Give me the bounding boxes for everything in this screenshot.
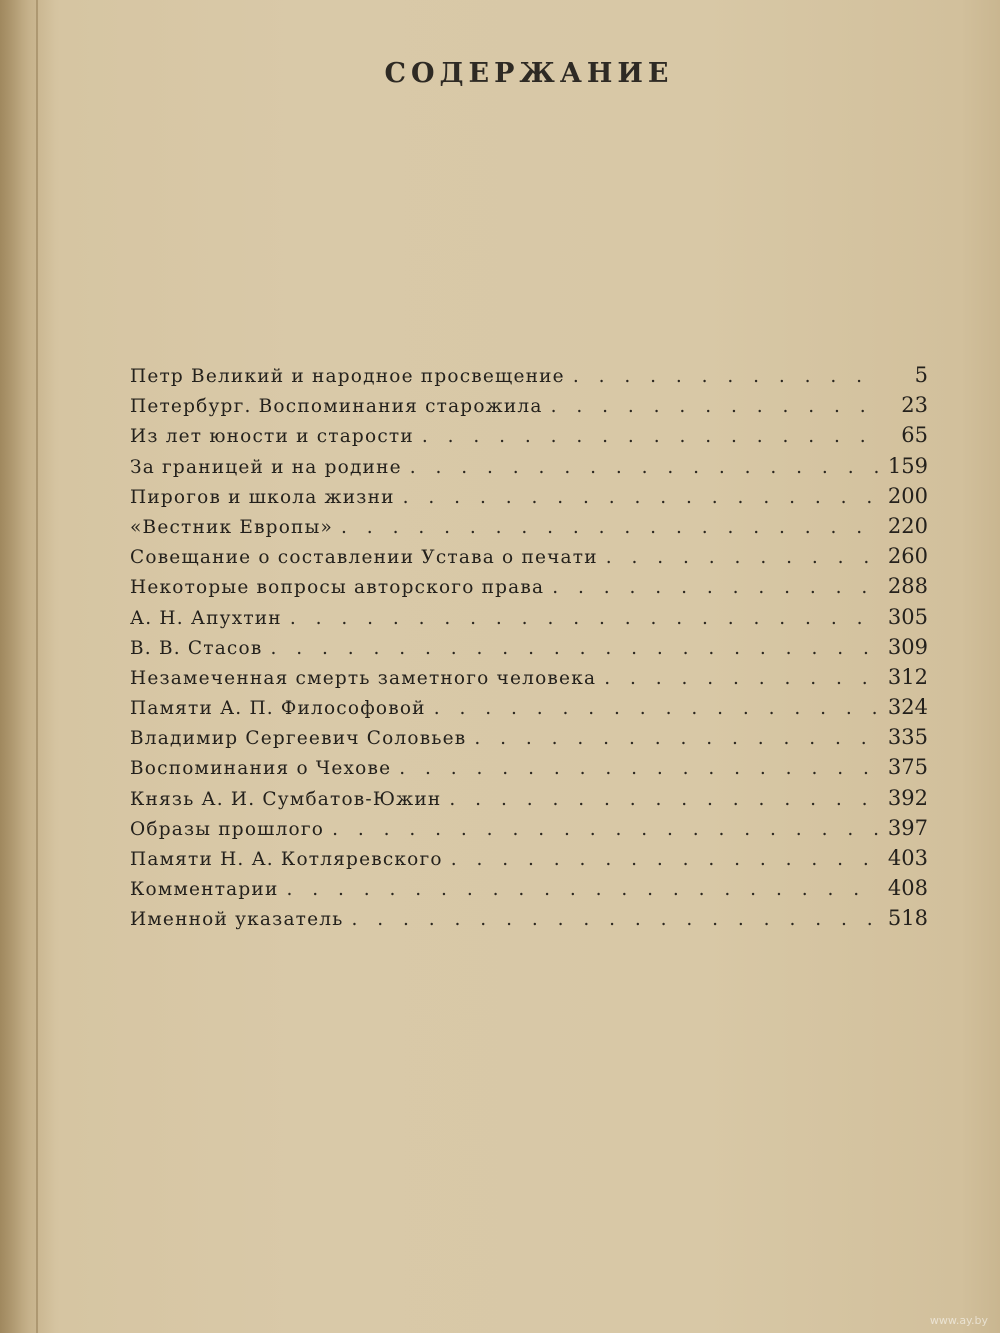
watermark: www.ay.by — [929, 1314, 988, 1327]
dot-leader — [451, 845, 880, 875]
toc-entry-title: Именной указатель — [130, 909, 344, 931]
toc-entry-title: Совещание о составлении Устава о печати — [130, 547, 598, 569]
dot-leader — [573, 362, 880, 392]
toc-entry — [130, 813, 928, 843]
toc-entry-title: В. В. Стасов — [130, 637, 263, 659]
toc-entry — [130, 843, 928, 873]
toc-entry — [130, 451, 928, 481]
toc-entry — [130, 541, 928, 571]
dot-leader — [399, 754, 880, 784]
toc-entry-title: Памяти Н. А. Котляревского — [130, 849, 443, 870]
toc-entry-page: 335 — [887, 725, 928, 750]
toc-entry-page: 375 — [887, 755, 928, 780]
toc-entry — [130, 632, 928, 662]
toc-entry — [130, 511, 928, 541]
dot-leader — [286, 875, 879, 905]
toc-entry-title: Пирогов и школа жизни — [130, 486, 395, 508]
toc-entry-page: 260 — [887, 544, 928, 569]
toc-entry-page: 200 — [887, 483, 928, 508]
toc-entry-page: 309 — [887, 634, 928, 659]
toc-entry-title: А. Н. Апухтин — [130, 607, 282, 629]
dot-leader — [551, 392, 880, 422]
toc-entry-page: 324 — [887, 695, 928, 720]
toc-entry-title: Князь А. И. Сумбатов-Южин — [130, 788, 442, 810]
dot-leader — [341, 513, 880, 543]
dot-leader — [449, 785, 879, 815]
toc-entry — [130, 481, 928, 511]
toc-entry — [130, 360, 928, 390]
dot-leader — [332, 815, 880, 845]
toc-entry-title: За границей и на родине — [130, 456, 402, 478]
dot-leader — [552, 573, 880, 603]
toc-entry-title: Владимир Сергеевич Соловьев — [130, 728, 467, 750]
toc-entry-page: 392 — [887, 785, 928, 810]
toc-entry-page: 65 — [901, 423, 928, 448]
dot-leader — [422, 422, 880, 452]
toc-entry — [130, 722, 928, 752]
toc-entry-page: 5 — [914, 363, 928, 387]
dot-leader — [352, 905, 880, 935]
toc-entry-title: Петр Великий и народное просвещение — [130, 366, 565, 387]
toc-entry — [130, 602, 928, 632]
toc-entry-page: 23 — [901, 393, 928, 418]
toc-entry-page: 288 — [887, 574, 928, 599]
dot-leader — [410, 453, 880, 483]
dot-leader — [270, 634, 879, 664]
toc-entry-title: Незамеченная смерть заметного человека — [130, 667, 597, 689]
dot-leader — [403, 483, 880, 513]
toc-entry — [130, 752, 928, 782]
toc-entry — [130, 873, 928, 903]
page-title: СОДЕРЖАНИЕ — [384, 58, 674, 89]
toc-entry-title: Памяти А. П. Философовой — [130, 698, 426, 720]
dot-leader — [606, 543, 880, 573]
toc-entry-page: 397 — [887, 815, 928, 840]
toc-entry-page: 408 — [887, 876, 928, 901]
toc-entry-title: Образы прошлого — [130, 818, 325, 840]
toc-entry — [130, 571, 928, 601]
toc-entry-title: Из лет юности и старости — [130, 426, 414, 448]
dot-leader — [290, 604, 880, 634]
dot-leader — [604, 664, 880, 694]
toc-entry-page: 518 — [887, 906, 928, 931]
dot-leader — [474, 724, 880, 754]
toc-entry-title: «Вестник Европы» — [130, 516, 334, 538]
toc-entry — [130, 692, 928, 722]
page-gutter — [36, 0, 38, 1333]
toc-entry-page: 312 — [887, 664, 928, 689]
toc-entry-page: 159 — [887, 453, 928, 478]
toc-entry — [130, 420, 928, 450]
dot-leader — [434, 694, 880, 724]
toc-entry-page: 220 — [887, 513, 928, 538]
toc-entry — [130, 903, 928, 933]
toc-entry — [130, 390, 928, 420]
table-of-contents — [130, 360, 928, 934]
toc-entry-title: Некоторые вопросы авторского права — [130, 577, 545, 599]
toc-entry-page: 305 — [887, 604, 928, 629]
toc-entry-title: Воспоминания о Чехове — [130, 758, 392, 780]
toc-entry — [130, 662, 928, 692]
toc-entry-page: 403 — [887, 846, 928, 870]
toc-entry-title: Комментарии — [130, 879, 279, 901]
toc-entry — [130, 783, 928, 813]
toc-entry-title: Петербург. Воспоминания старожила — [130, 396, 543, 418]
